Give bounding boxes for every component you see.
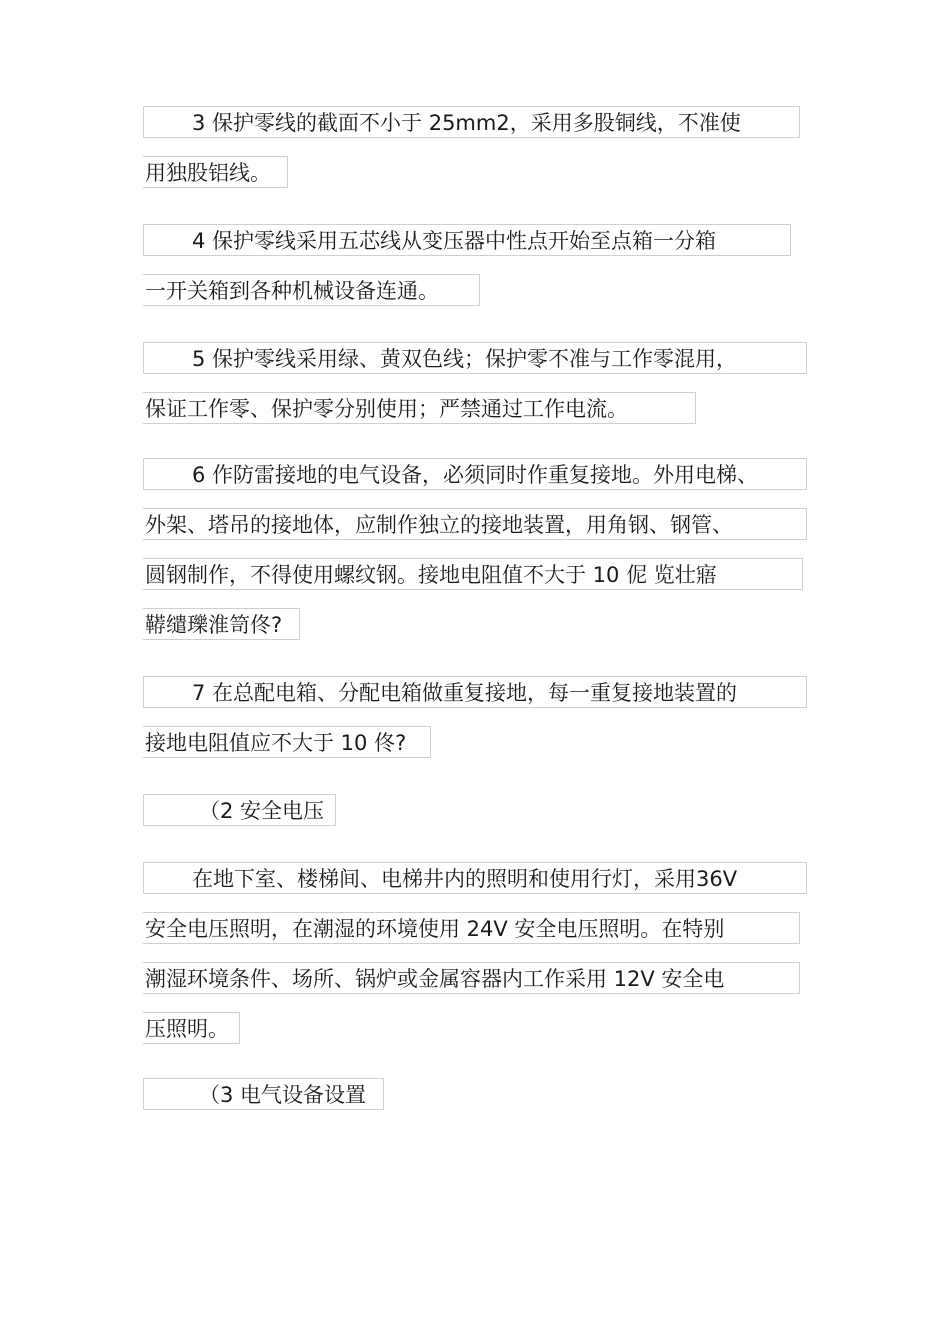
paragraph-voltage-line-4: 压照明。 — [143, 1012, 240, 1044]
paragraph-6-line-2: 外架、塔吊的接地体，应制作独立的接地装置，用角钢、钢管、 — [143, 508, 807, 540]
paragraph-5-line-2: 保证工作零、保护零分别使用；严禁通过工作电流。 — [143, 392, 696, 424]
paragraph-3-line-2: 用独股铝线。 — [143, 156, 288, 188]
paragraph-5-line-1: 5 保护零线采用绿、黄双色线；保护零不准与工作零混用， — [143, 342, 807, 374]
paragraph-6-line-1: 6 作防雷接地的电气设备，必须同时作重复接地。外用电梯、 — [143, 458, 807, 490]
paragraph-4-line-2: 一开关箱到各种机械设备连通。 — [143, 274, 480, 306]
paragraph-voltage-line-2: 安全电压照明，在潮湿的环境使用 24V 安全电压照明。在特别 — [143, 912, 800, 944]
paragraph-3-line-1: 3 保护零线的截面不小于 25mm2，采用多股铜线，不准使 — [143, 106, 800, 138]
paragraph-4-line-1: 4 保护零线采用五芯线从变压器中性点开始至点箱一分箱 — [143, 224, 791, 256]
section-heading-electrical-equipment: （3 电气设备设置 — [143, 1078, 384, 1110]
paragraph-voltage-line-3: 潮湿环境条件、场所、锅炉或金属容器内工作采用 12V 安全电 — [143, 962, 800, 994]
paragraph-voltage-line-1: 在地下室、楼梯间、电梯井内的照明和使用行灯，采用36V — [143, 862, 807, 894]
paragraph-6-line-3: 圆钢制作，不得使用螺纹钢。接地电阻值不大于 10 伲 览壮寤 — [143, 558, 803, 590]
paragraph-6-line-4: 鞯缱瓅淮笥佟? — [143, 608, 300, 640]
section-heading-safety-voltage: （2 安全电压 — [143, 794, 336, 826]
paragraph-7-line-2: 接地电阻值应不大于 10 佟? — [143, 726, 431, 758]
paragraph-7-line-1: 7 在总配电箱、分配电箱做重复接地，每一重复接地装置的 — [143, 676, 807, 708]
